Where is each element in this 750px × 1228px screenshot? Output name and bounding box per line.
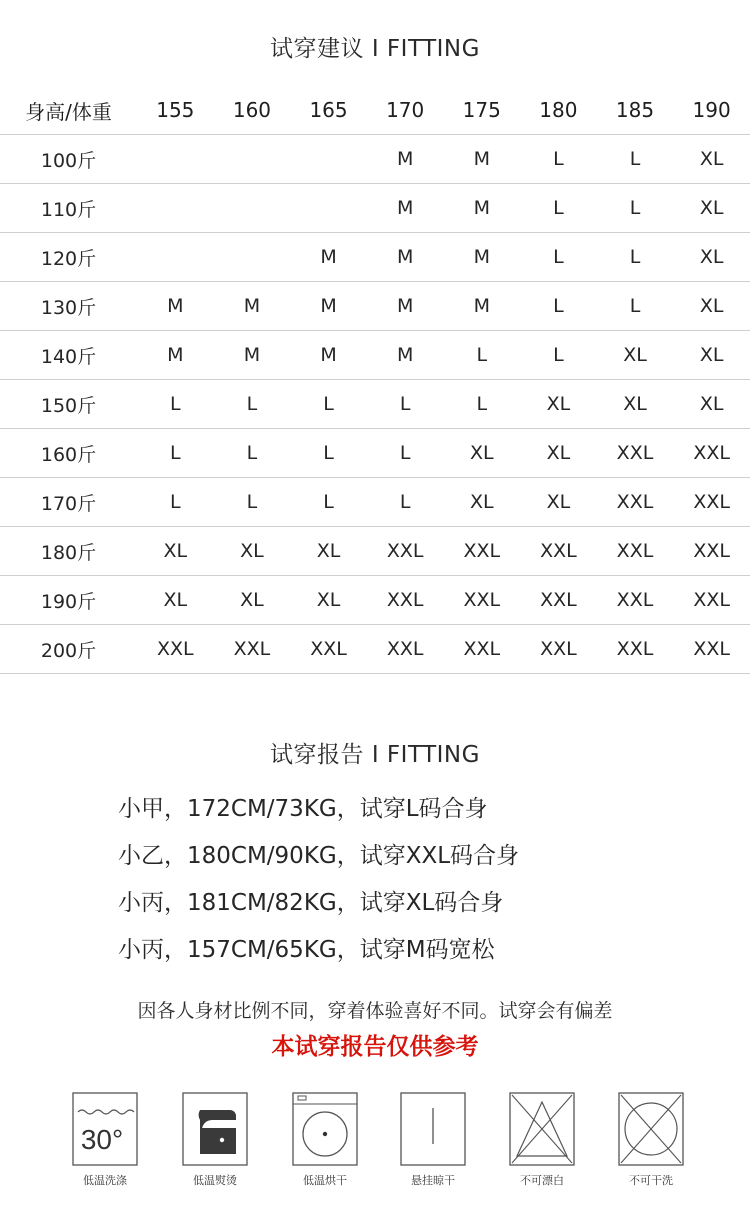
size-cell: XXL <box>693 589 730 611</box>
size-cell: L <box>476 393 488 415</box>
size-cell: XL <box>163 540 188 562</box>
wash-temp-label: 30° <box>80 1124 124 1155</box>
size-cell: L <box>170 442 181 464</box>
size-cell <box>214 233 291 282</box>
header-cell: 身高/体重 <box>25 99 112 124</box>
size-cell: L <box>399 491 411 513</box>
size-cell: L <box>246 491 258 513</box>
size-cell: M <box>320 344 337 366</box>
size-cell: XXL <box>616 589 654 611</box>
size-cell <box>290 135 367 184</box>
care-instructions <box>0 1092 750 1192</box>
size-cell: XXL <box>157 638 194 660</box>
size-cell: XL <box>546 491 571 513</box>
care-item <box>270 1092 380 1188</box>
table-row <box>0 184 750 233</box>
weight-cell: 180斤 <box>40 541 97 564</box>
size-cell: M <box>320 246 337 268</box>
size-cell: L <box>629 148 641 170</box>
size-cell: M <box>396 295 414 317</box>
report-list <box>118 790 718 978</box>
size-cell: XXL <box>616 540 654 562</box>
size-cell: XL <box>699 148 724 170</box>
wash-30-icon <box>72 1092 138 1166</box>
care-item <box>596 1092 706 1188</box>
size-cell: M <box>243 295 261 317</box>
size-cell: XL <box>240 540 264 562</box>
no-bleach-icon <box>509 1092 575 1166</box>
size-cell: M <box>167 295 184 317</box>
size-cell: XL <box>699 393 724 415</box>
size-cell: XXL <box>693 442 730 464</box>
line-dry-icon <box>400 1092 466 1166</box>
size-cell: XXL <box>693 638 730 660</box>
report-line: 小甲，172CM/73KG，试穿L码合身 <box>118 796 488 822</box>
size-cell: L <box>399 442 411 464</box>
size-cell: XL <box>546 393 571 415</box>
care-label: 不可漂白 <box>520 1174 564 1187</box>
size-cell: XXL <box>386 589 424 611</box>
table-row <box>0 135 750 184</box>
size-cell: L <box>553 148 564 170</box>
care-label: 低温烘干 <box>303 1174 347 1187</box>
size-cell: L <box>476 344 488 366</box>
size-cell: XL <box>163 589 188 611</box>
size-cell: M <box>320 295 337 317</box>
size-cell: XXL <box>693 540 730 562</box>
size-cell: M <box>243 344 261 366</box>
size-cell <box>137 135 214 184</box>
size-cell: XXL <box>540 638 577 660</box>
fitting-title: 试穿建议 I FITTING <box>270 36 480 62</box>
care-label: 不可干洗 <box>629 1174 673 1187</box>
weight-cell: 150斤 <box>40 394 97 417</box>
size-cell: XL <box>316 540 341 562</box>
table-row <box>0 527 750 576</box>
size-cell: XL <box>699 197 724 219</box>
size-cell: M <box>396 148 414 170</box>
header-cell: 165 <box>309 98 348 122</box>
size-cell: M <box>396 246 414 268</box>
size-cell <box>137 233 214 282</box>
size-cell: L <box>553 344 564 366</box>
size-cell: M <box>473 246 490 268</box>
table-row <box>0 625 750 674</box>
report-title: 试穿报告 I FITTING <box>270 742 480 768</box>
size-cell: XXL <box>386 638 424 660</box>
warning-text: 本试穿报告仅供参考 <box>271 1034 479 1060</box>
size-cell: L <box>553 295 564 317</box>
size-cell: XXL <box>616 442 654 464</box>
size-cell: XL <box>623 344 647 366</box>
size-cell: XXL <box>310 638 347 660</box>
table-row <box>0 380 750 429</box>
size-cell <box>214 135 291 184</box>
size-cell: L <box>553 197 564 219</box>
size-table <box>0 86 750 674</box>
size-cell: L <box>170 491 181 513</box>
size-cell: XL <box>316 589 341 611</box>
size-cell: L <box>170 393 181 415</box>
weight-cell: 200斤 <box>40 639 97 662</box>
weight-cell: 170斤 <box>40 492 97 515</box>
size-cell: M <box>473 197 490 219</box>
weight-cell: 140斤 <box>40 345 97 368</box>
table-row <box>0 478 750 527</box>
size-cell <box>214 184 291 233</box>
weight-cell: 100斤 <box>40 149 97 172</box>
size-cell: L <box>629 246 641 268</box>
weight-cell: 130斤 <box>40 296 97 319</box>
size-cell: XXL <box>616 491 654 513</box>
size-cell: M <box>396 344 414 366</box>
no-dry-clean-icon <box>618 1092 684 1166</box>
size-cell: XL <box>240 589 264 611</box>
care-label: 低温熨烫 <box>193 1174 237 1187</box>
tumble-dry-low-icon <box>292 1092 358 1166</box>
size-cell: L <box>246 393 258 415</box>
size-cell: XL <box>546 442 571 464</box>
header-cell: 170 <box>386 98 425 122</box>
size-cell: L <box>399 393 411 415</box>
care-label: 悬挂晾干 <box>411 1174 455 1187</box>
size-cell: XL <box>699 344 724 366</box>
care-label: 低温洗涤 <box>83 1174 127 1187</box>
size-cell: XL <box>699 246 724 268</box>
report-line: 小乙，180CM/90KG，试穿XXL码合身 <box>118 843 520 869</box>
size-cell: L <box>323 393 334 415</box>
weight-cell: 190斤 <box>40 590 97 613</box>
table-row <box>0 233 750 282</box>
size-cell: XXL <box>463 638 501 660</box>
size-cell: M <box>396 197 414 219</box>
care-item <box>487 1092 597 1188</box>
report-line: 小丙，157CM/65KG，试穿M码宽松 <box>118 937 495 963</box>
weight-cell: 160斤 <box>40 443 97 466</box>
disclaimer-text: 因各人身材比例不同，穿着体验喜好不同。试穿会有偏差 <box>137 1000 613 1022</box>
size-cell: XXL <box>540 589 577 611</box>
header-cell: 180 <box>539 98 578 122</box>
size-cell: XXL <box>386 540 424 562</box>
size-cell: XXL <box>540 540 577 562</box>
table-row <box>0 576 750 625</box>
size-cell: XXL <box>463 589 501 611</box>
iron-low-icon <box>182 1092 248 1166</box>
header-cell: 185 <box>615 98 655 122</box>
table-row <box>0 282 750 331</box>
header-cell: 190 <box>692 98 731 122</box>
care-item <box>160 1092 270 1188</box>
size-cell: M <box>473 148 490 170</box>
size-cell: L <box>246 442 258 464</box>
size-cell: L <box>323 442 334 464</box>
size-cell: L <box>323 491 334 513</box>
weight-cell: 120斤 <box>40 247 97 270</box>
size-cell: XXL <box>693 491 730 513</box>
header-cell: 160 <box>232 98 272 122</box>
header-cell: 155 <box>156 98 195 122</box>
size-cell: XL <box>623 393 647 415</box>
table-row <box>0 429 750 478</box>
size-cell <box>137 184 214 233</box>
size-cell <box>290 184 367 233</box>
care-item <box>378 1092 488 1188</box>
size-cell: XL <box>699 295 724 317</box>
table-header-row <box>0 86 750 135</box>
care-item <box>50 1092 160 1188</box>
size-cell: XL <box>469 491 494 513</box>
size-cell: M <box>473 295 490 317</box>
header-cell: 175 <box>462 98 501 122</box>
weight-cell: 110斤 <box>40 198 97 221</box>
size-cell: L <box>629 295 641 317</box>
table-row <box>0 331 750 380</box>
size-cell: M <box>167 344 184 366</box>
size-cell: XL <box>469 442 494 464</box>
size-cell: XXL <box>463 540 501 562</box>
size-cell: L <box>629 197 641 219</box>
size-cell: XXL <box>233 638 271 660</box>
size-cell: L <box>553 246 564 268</box>
report-line: 小丙，181CM/82KG，试穿XL码合身 <box>118 890 504 916</box>
size-cell: XXL <box>616 638 654 660</box>
